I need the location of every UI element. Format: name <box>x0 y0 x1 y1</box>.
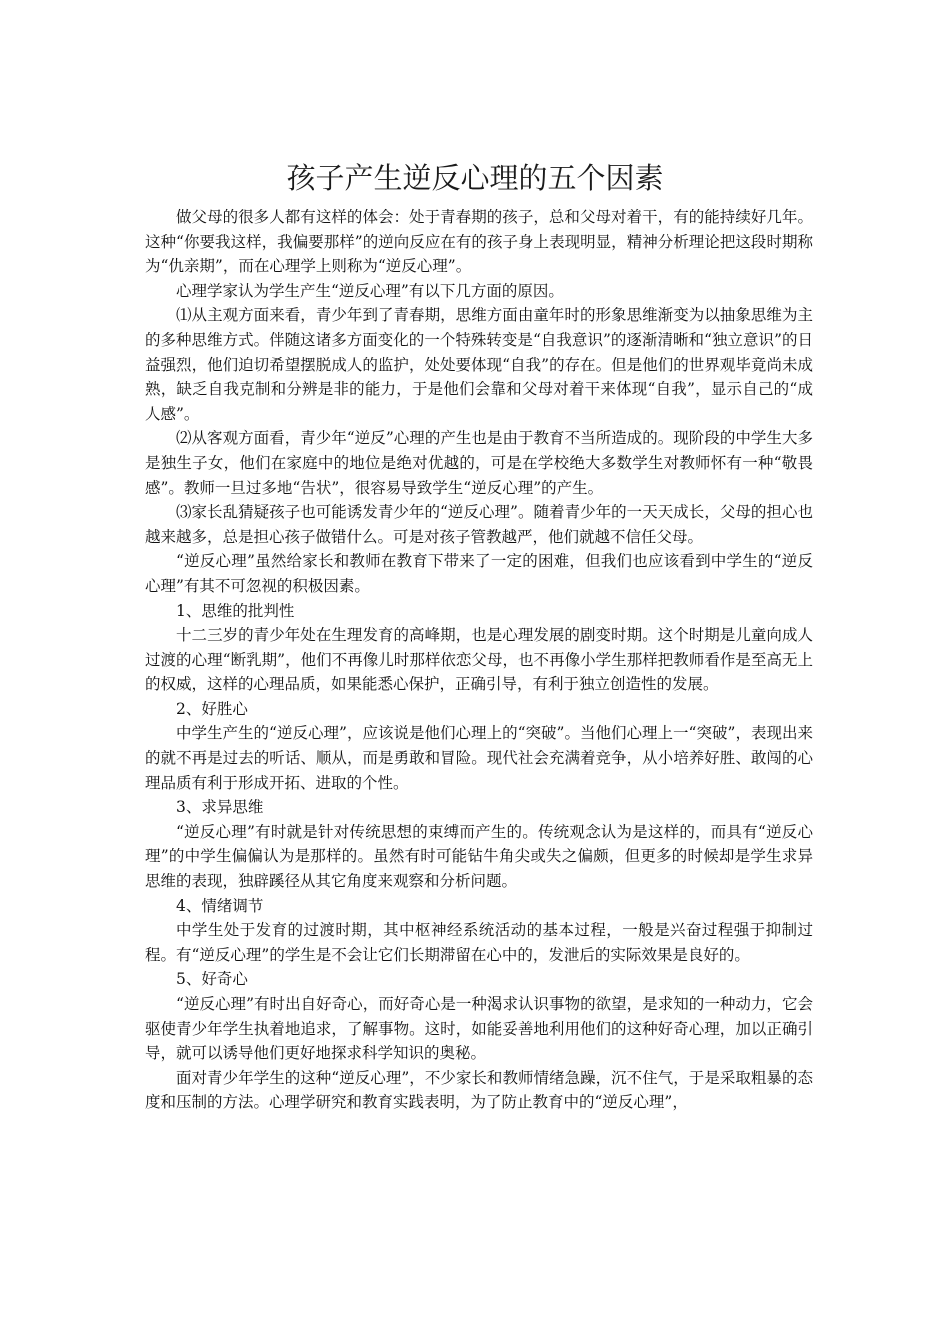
section-heading-5: 5、好奇心 <box>176 970 248 989</box>
document-title: 孩子产生逆反心理的五个因素 <box>286 161 664 195</box>
paragraph-intro: 做父母的很多人都有这样的体会：处于青春期的孩子，总和父母对着干，有的能持续好几年。这种“你要我这样，我偏要那样”的逆向反应在有的孩子身上表现明显，精神分析理论把这段时期称为“仇亲期”，而在心理学上则称为“逆反心理”。 <box>145 208 813 276</box>
section-heading-3: 3、求异思维 <box>176 798 264 817</box>
paragraph-cause-1: ⑴从主观方面来看，青少年到了青春期，思维方面由童年时的形象思维渐变为以抽象思维为主的多种思维方式。伴随这诸多方面变化的一个特殊转变是“自我意识”的逐渐清晰和“独立意识”的日益强烈，他们迫切希望摆脱成人的监护，处处要体现“自我”的存在。但是他们的世界观毕竟尚未成熟，缺乏自我克制和分辨是非的能力，于是他们会靠和父母对着干来体现“自我”，显示自己的“成人感”。 <box>145 306 813 423</box>
paragraph-cause-3: ⑶家长乱猜疑孩子也可能诱发青少年的“逆反心理”。随着青少年的一天天成长，父母的担心也越来越多，总是担心孩子做错什么。可是对孩子管教越严，他们就越不信任父母。 <box>145 503 813 546</box>
document-body <box>145 205 813 1115</box>
section-heading-4: 4、情绪调节 <box>176 896 264 915</box>
section-heading-2: 2、好胜心 <box>176 699 248 718</box>
section-body-1: 十二三岁的青少年处在生理发育的高峰期，也是心理发展的剧变时期。这个时期是儿童向成人过渡的心理“断乳期”，他们不再像儿时那样依恋父母，也不再像小学生那样把教师看作是至高无上的权威，这样的心理品质，如果能悉心保护，正确引导，有利于独立创造性的发展。 <box>145 626 813 694</box>
section-body-5: “逆反心理”有时出自好奇心，而好奇心是一种渴求认识事物的欲望，是求知的一种动力，它会驱使青少年学生执着地追求，了解事物。这时，如能妥善地利用他们的这种好奇心理，加以正确引导，就可以诱导他们更好地探求科学知识的奥秘。 <box>145 995 813 1063</box>
paragraph-causes-intro: 心理学家认为学生产生“逆反心理”有以下几方面的原因。 <box>176 281 564 300</box>
section-body-2: 中学生产生的“逆反心理”，应该说是他们心理上的“突破”。当他们心理上一“突破”，表现出来的就不再是过去的听话、顺从，而是勇敢和冒险。现代社会充满着竞争，从小培养好胜、敢闯的心理品质有利于形成开拓、进取的个性。 <box>145 724 813 792</box>
section-heading-1: 1、思维的批判性 <box>176 601 295 620</box>
paragraph-positive-intro: “逆反心理”虽然给家长和教师在教育下带来了一定的困难，但我们也应该看到中学生的“逆反心理”有其不可忽视的积极因素。 <box>145 552 813 595</box>
section-body-3: “逆反心理”有时就是针对传统思想的束缚而产生的。传统观念认为是这样的，而具有“逆反心理”的中学生偏偏认为是那样的。虽然有时可能钻牛角尖或失之偏颇，但更多的时候却是学生求异思维的表现，独辟蹊径从其它角度来观察和分析问题。 <box>145 822 813 891</box>
paragraph-cause-2: ⑵从客观方面看，青少年“逆反”心理的产生也是由于教育不当所造成的。现阶段的中学生大多是独生子女，他们在家庭中的地位是绝对优越的，可是在学校绝大多数学生对教师怀有一种“敬畏感”。教师一旦过多地“告状”，很容易导致学生“逆反心理”的产生。 <box>145 429 813 497</box>
paragraph-closing: 面对青少年学生的这种“逆反心理”，不少家长和教师情绪急躁，沉不住气，于是采取粗暴的态度和压制的方法。心理学研究和教育实践表明，为了防止教育中的“逆反心理”， <box>145 1068 813 1112</box>
section-body-4: 中学生处于发育的过渡时期，其中枢神经系统活动的基本过程，一般是兴奋过程强于抑制过程。有“逆反心理”的学生是不会让它们长期滞留在心中的，发泄后的实际效果是良好的。 <box>145 921 813 964</box>
